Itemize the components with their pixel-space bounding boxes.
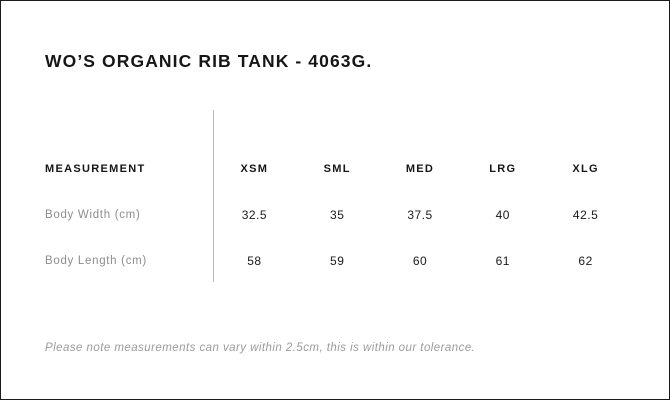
cell-body-length-med: 60: [412, 254, 428, 268]
column-divider: [213, 110, 214, 282]
column-header-sml: SML: [323, 163, 351, 175]
document-body: [1, 1, 669, 399]
column-header-measurement: MEASUREMENT: [45, 163, 146, 175]
column-header-xlg: XLG: [572, 163, 599, 175]
column-header-med: MED: [405, 163, 435, 175]
cell-body-width-xsm: 32.5: [241, 208, 268, 222]
cell-body-length-xlg: 62: [578, 254, 593, 268]
cell-body-width-med: 37.5: [407, 208, 433, 222]
size-table-container: [45, 146, 625, 284]
column-header-xsm: XSM: [240, 163, 269, 175]
cell-body-length-xsm: 58: [247, 254, 262, 268]
cell-body-length-sml: 59: [330, 254, 345, 268]
page-title: WO’S ORGANIC RIB TANK - 4063G.: [45, 51, 373, 71]
column-header-lrg: LRG: [489, 163, 517, 175]
table-row: [45, 238, 627, 284]
cell-body-width-xlg: 42.5: [572, 208, 599, 222]
cell-body-width-lrg: 40: [495, 208, 510, 222]
tolerance-note: Please note measurements can vary within 2.5cm, this is within our tolerance.: [45, 342, 476, 354]
table-row: [45, 192, 627, 238]
row-label-body-width: Body Width (cm): [45, 209, 141, 221]
cell-body-width-sml: 35: [330, 208, 345, 222]
row-label-body-length: Body Length (cm): [45, 255, 147, 267]
cell-body-length-lrg: 61: [495, 254, 510, 268]
size-table: [45, 146, 627, 284]
table-header-row: [45, 146, 627, 192]
